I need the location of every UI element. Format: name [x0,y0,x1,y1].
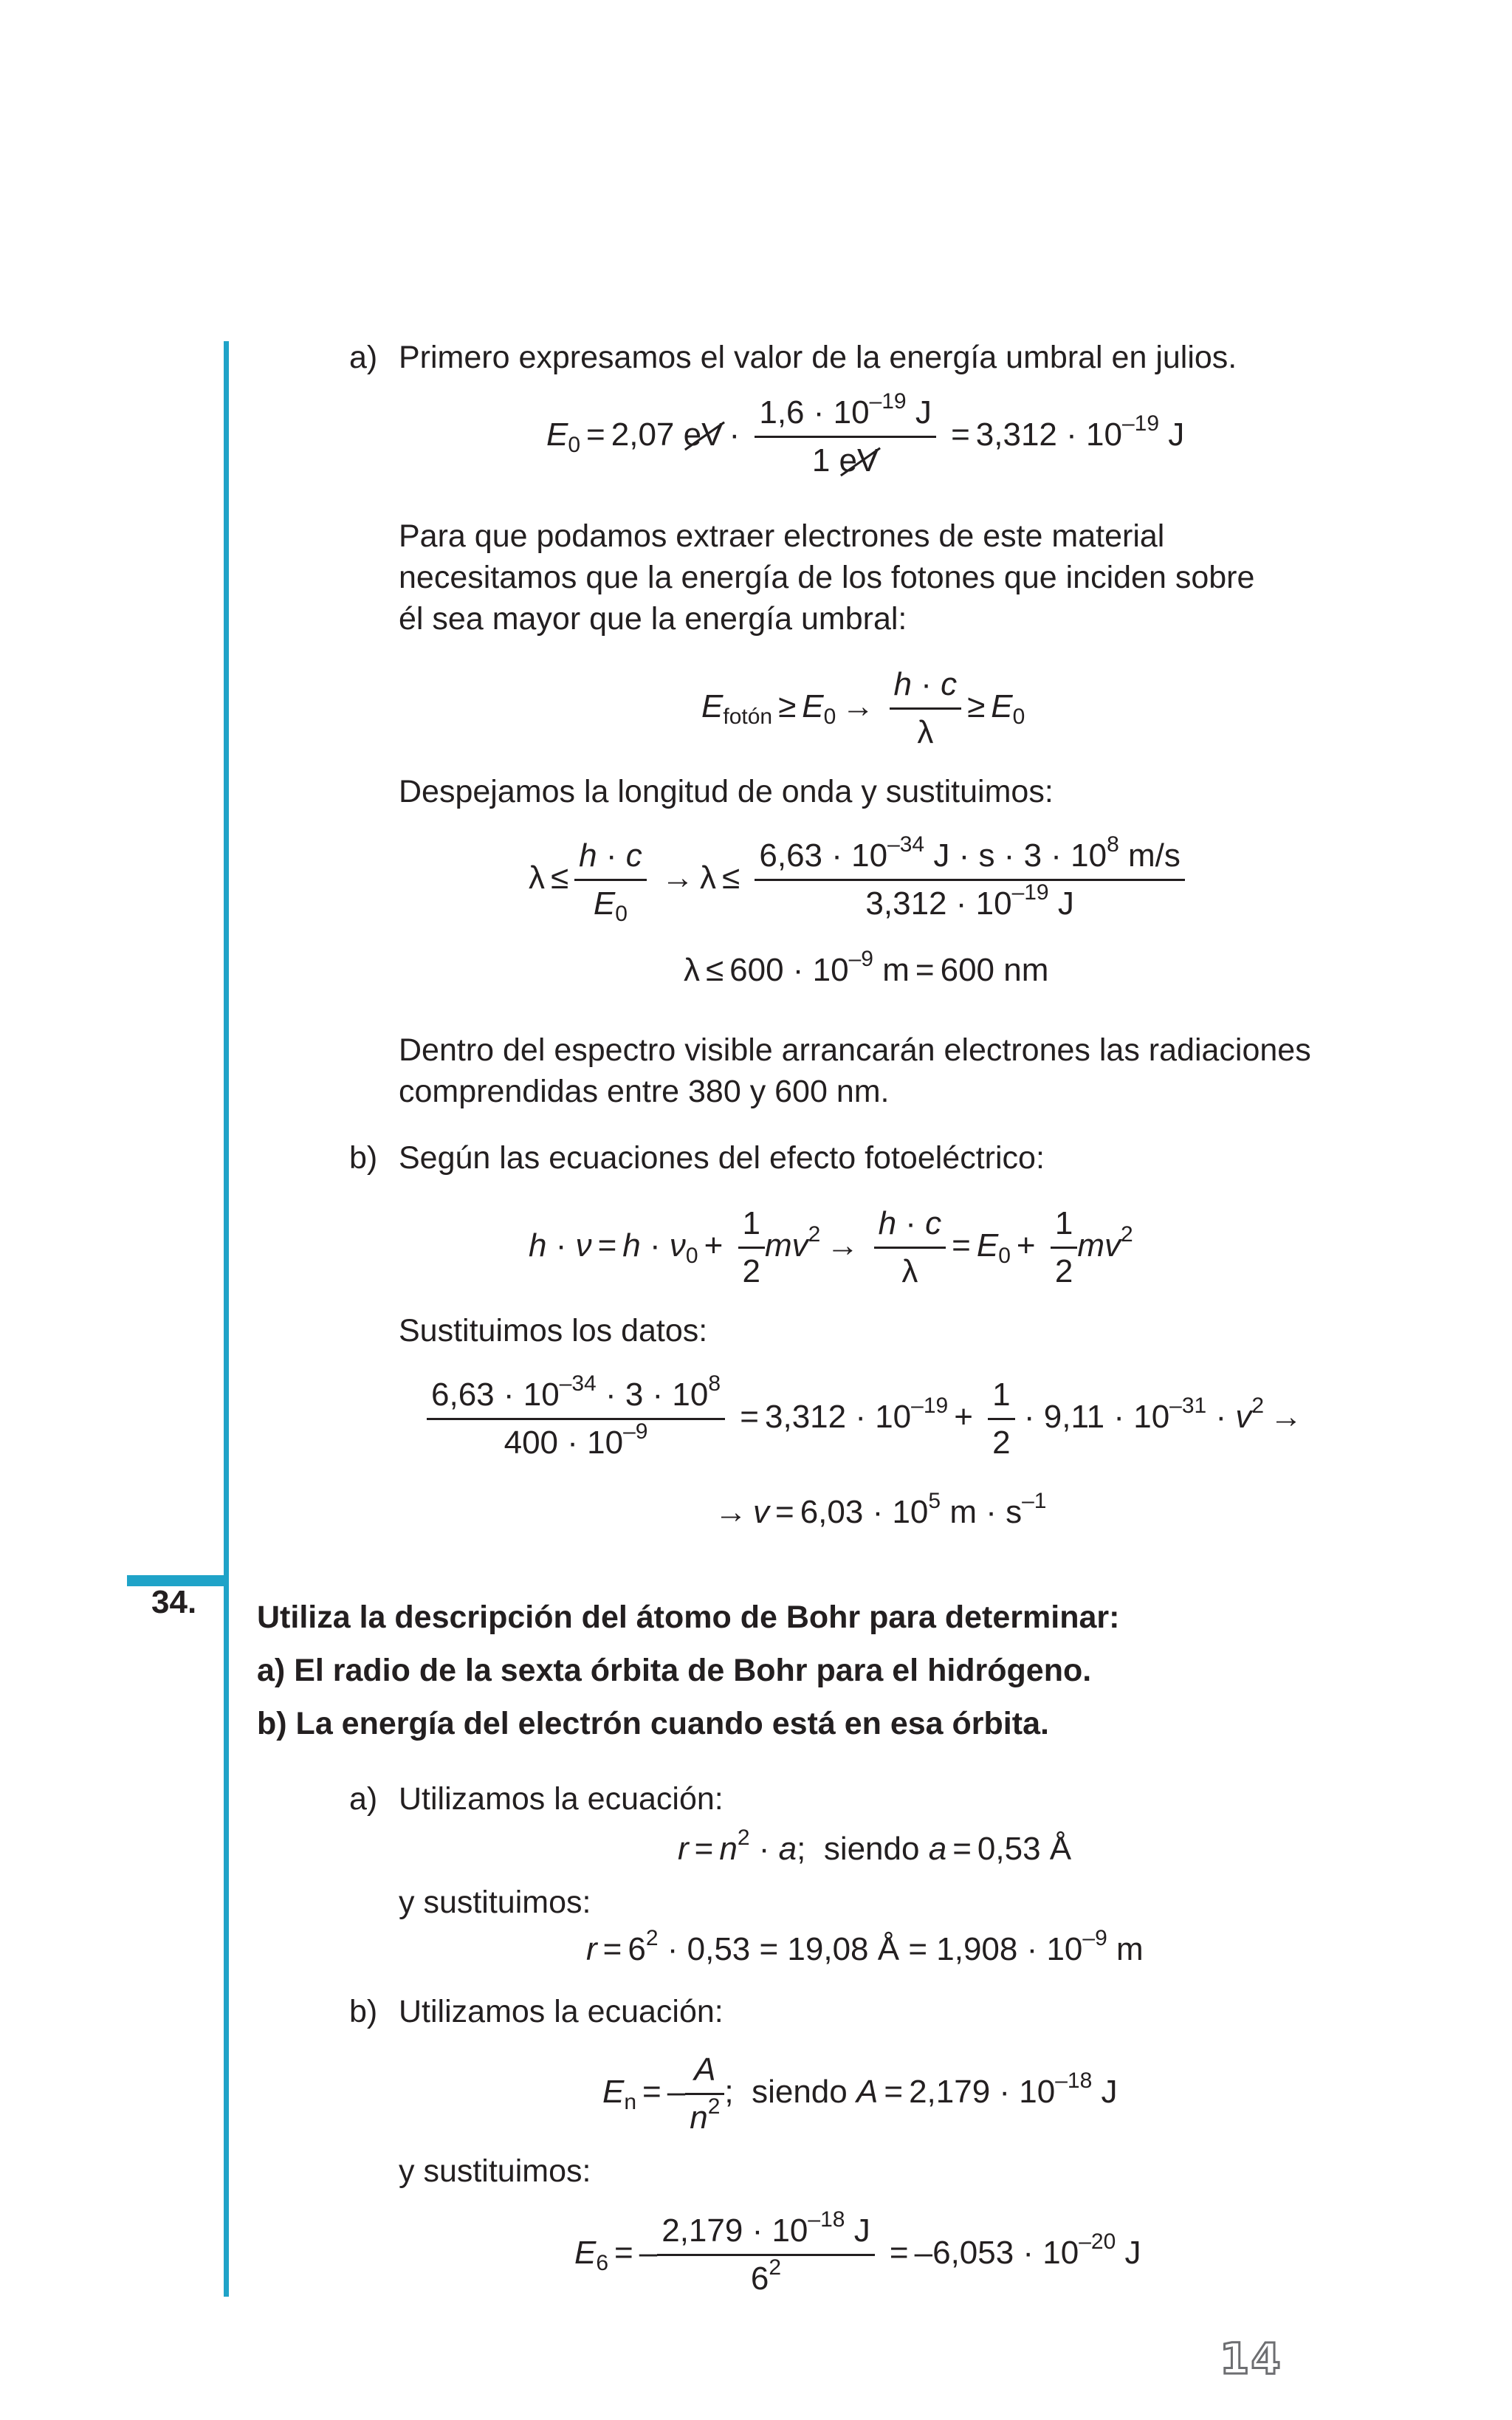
equation-photoelectric: $h \cdot \nu = h \cdot \nu_0$ + $\frac{1}{2}$ $mv^2$ → $\frac{h \cdot c}{\lambda}$ = $E_0$ + $\frac{1}{2}$ $mv^2$ [529,1201,1133,1295]
part-a-para1-line2: necesitamos que la energía de los fotones que inciden sobre [399,560,1255,595]
part-b-label: b) [349,1140,378,1176]
answer-a-sustituimos: y sustituimos: [399,1885,591,1920]
answer-b-intro: Utilizamos la ecuación: [399,1994,724,2029]
equation-radius-result: $r = 6^2 \cdot 0,53 = 19,08$ Å = $1,908 \cdot 10^{-9}$ m [586,1926,1144,1967]
part-a-label: a) [349,340,378,375]
part-a-para1-line3: él sea mayor que la energía umbral: [399,601,907,637]
question-number: 34. [151,1584,197,1620]
page-number: 14 [1220,2334,1282,2384]
part-a-intro: Primero expresamos el valor de la energía umbral en julios. [399,340,1237,375]
equation-wavelength-bound: λ ≤ $\frac{h \cdot c}{E_0}$ → λ ≤ $\frac{6,63 \cdot 10^{-34} J \cdot s \cdot 3 \cdot 10^8 m/s}{3,312 \cdot 10^{-19} J}$ [529,833,1185,927]
part-a-para2: Despejamos la longitud de onda y sustituimos: [399,774,1054,809]
answer-a-intro: Utilizamos la ecuación: [399,1781,724,1817]
equation-substitution: $\frac{6,63 \cdot 10^{-34} \cdot 3 \cdot 10^8}{400 \cdot 10^{-9}}$ = $3,312 \cdot 10^{-19}$ + $\frac{1}{2}$ · $9,11 \cdot 10^{-31} \cdot v^2$ → [427,1372,1308,1466]
question-item-b: b) La energía del electrón cuando está en esa órbita. [257,1706,1049,1741]
equation-wavelength-result: $\lambda \le 600 \cdot 10^{-9}$ m = 600 nm [684,947,1049,988]
equation-e0-joules: $E_0 = 2,07$ eV · $\frac{1,6 \cdot 10^{-19} J}{1 eV}$ = $3,312 \cdot 10^{-19}$ J [546,390,1184,484]
part-b-para1: Sustituimos los datos: [399,1313,708,1348]
margin-rule [224,341,229,2297]
equation-photon-energy: $E_{fotón} \ge E_0$ → $\frac{h \cdot c}{\lambda}$ ≥ $E_0$ [701,662,1025,755]
question-title: Utiliza la descripción del átomo de Bohr para determinar: [257,1600,1120,1635]
part-a-para3-line1: Dentro del espectro visible arrancarán electrones las radiaciones [399,1032,1311,1068]
equation-energy-level: $E_n$ = – $\frac{A}{n^2}$ ; siendo $A = 2,179 \cdot 10^{-18}$ J [602,2047,1118,2141]
answer-a-label: a) [349,1781,378,1817]
part-b-intro: Según las ecuaciones del efecto fotoeléctrico: [399,1140,1045,1176]
equation-velocity-result: → $v = 6,03 \cdot 10^5$ $m \cdot s^{-1}$ [715,1489,1047,1530]
equation-bohr-radius: $r = n^2 \cdot a$; siendo a = 0,53 Å [678,1826,1072,1867]
answer-b-sustituimos: y sustituimos: [399,2153,591,2189]
equation-energy-result: $E_6$ = – $\frac{2,179 \cdot 10^{-18} J}{6^2}$ = $-6,053 \cdot 10^{-20}$ J [574,2207,1141,2297]
question-item-a: a) El radio de la sexta órbita de Bohr para el hidrógeno. [257,1653,1092,1688]
answer-b-label: b) [349,1994,378,2029]
part-a-para1-line1: Para que podamos extraer electrones de este material [399,518,1165,554]
part-a-para3-line2: comprendidas entre 380 y 600 nm. [399,1074,890,1109]
